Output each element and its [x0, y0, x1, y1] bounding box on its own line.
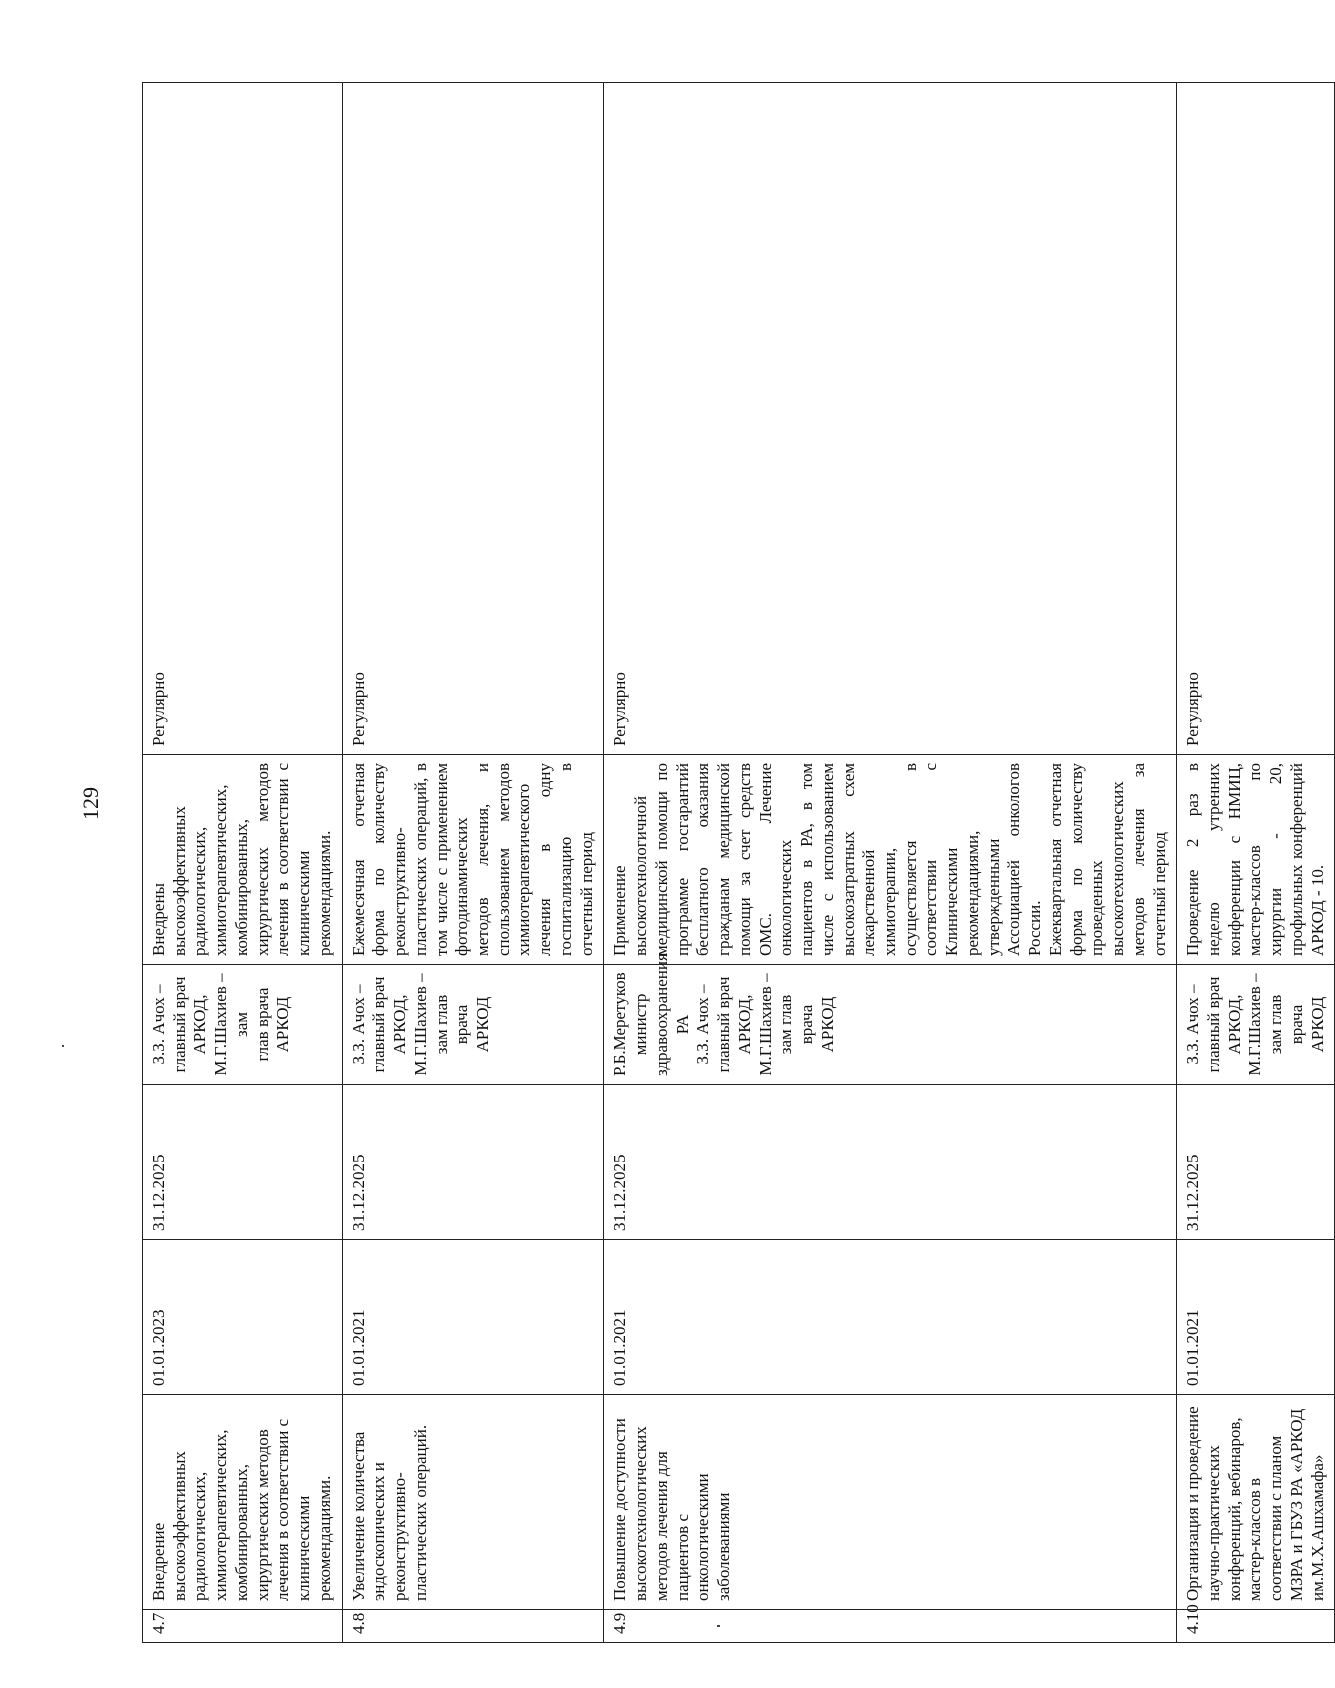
- responsible-cell: З.З. Ачох – главный врач АРКОД, М.Г.Шахиев – зам глав врача АРКОД: [1177, 965, 1335, 1085]
- measures-table: [142, 82, 1335, 1643]
- row-number: 4.10: [1177, 1610, 1335, 1643]
- row-number: 4.8: [342, 1610, 604, 1643]
- frequency-cell: Регулярно: [604, 83, 1177, 755]
- frequency-cell: Регулярно: [342, 83, 604, 755]
- result-cell: Внедрены высокоэффективных радиологических, химиотерапевтических, комбинированных, хирургических методов лечения в соответствии с клиническими рекомендациями.: [143, 755, 343, 965]
- start-date-cell: 01.01.2021: [1177, 1240, 1335, 1395]
- end-date-cell: 31.12.2025: [143, 1085, 343, 1240]
- frequency-cell: Регулярно: [143, 83, 343, 755]
- start-date-cell: 01.01.2023: [143, 1240, 343, 1395]
- frequency-cell: Регулярно: [1177, 83, 1335, 755]
- table-row: [342, 83, 604, 1643]
- result-cell: Применение высокотехнологичной медицинской помощи по программе госгарантий бесплатного оказания гражданам медицинской помощи за счет средств ОМС. Лечение онкологических пациентов в РА, в том числе с использованием высокозатратных схем лекарственной химиотерапии, осуществляется в соответствии с Клиническими рекомендациями, утвержденными Ассоциацией онкологов России. Ежеквартальная отчетная форма по количеству проведенных высокотехнологических методов лечения за отчетный период: [604, 755, 1177, 965]
- rotated-table-container: [142, 83, 1327, 1643]
- result-cell: Ежемесячная отчетная форма по количеству реконструктивно-пластических операций, в том числе с применением фотодинамических методов лечения, и спользованием методов химиотерапевтического лечения в одну госпитализацию в отчетный период: [342, 755, 604, 965]
- responsible-cell: З.З. Ачох – главный врач АРКОД, М.Г.Шахиев – зам глав врача АРКОД: [342, 965, 604, 1085]
- responsible-cell: Р.Б.Меретуков министр здравоохранения РА З.З. Ачох – главный врач АРКОД, М.Г.Шахиев – зам глав врача АРКОД: [604, 965, 1177, 1085]
- result-cell: Проведение 2 раз в неделю утренних конференции с НМИЦ, мастер-классов по хирургии - 20, профильных конференций АРКОД - 10.: [1177, 755, 1335, 965]
- end-date-cell: 31.12.2025: [1177, 1085, 1335, 1240]
- page-number: 129: [78, 787, 103, 820]
- row-number: 4.7: [143, 1610, 343, 1643]
- responsible-cell: З.З. Ачох – главный врач АРКОД, М.Г.Шахиев – зам глав врача АРКОД: [143, 965, 343, 1085]
- start-date-cell: 01.01.2021: [604, 1240, 1177, 1395]
- measure-cell: Организация и проведение научно-практических конференций, вебинаров, мастер-классов в соответствии с планом МЗРА и ГБУЗ РА «АРКОД им.М.Х.Ашхамафа»: [1177, 1395, 1335, 1610]
- end-date-cell: 31.12.2025: [342, 1085, 604, 1240]
- row-number: 4.9: [604, 1610, 1177, 1643]
- measure-cell: Увеличение количества эндоскопических и реконструктивно-пластических операций.: [342, 1395, 604, 1610]
- measure-cell: Внедрение высокоэффективных радиологических, химиотерапевтических, комбинированных, хирургических методов лечения в соответствии с клиническими рекомендациями.: [143, 1395, 343, 1610]
- end-date-cell: 31.12.2025: [604, 1085, 1177, 1240]
- scan-speck: [62, 1045, 64, 1047]
- start-date-cell: 01.01.2021: [342, 1240, 604, 1395]
- measure-cell: Повышение доступности высокотехнологических методов лечения для пациентов с онкологическими заболеваниями: [604, 1395, 1177, 1610]
- table-row: [143, 83, 343, 1643]
- table-row: [604, 83, 1177, 1643]
- table-row: [1177, 83, 1335, 1643]
